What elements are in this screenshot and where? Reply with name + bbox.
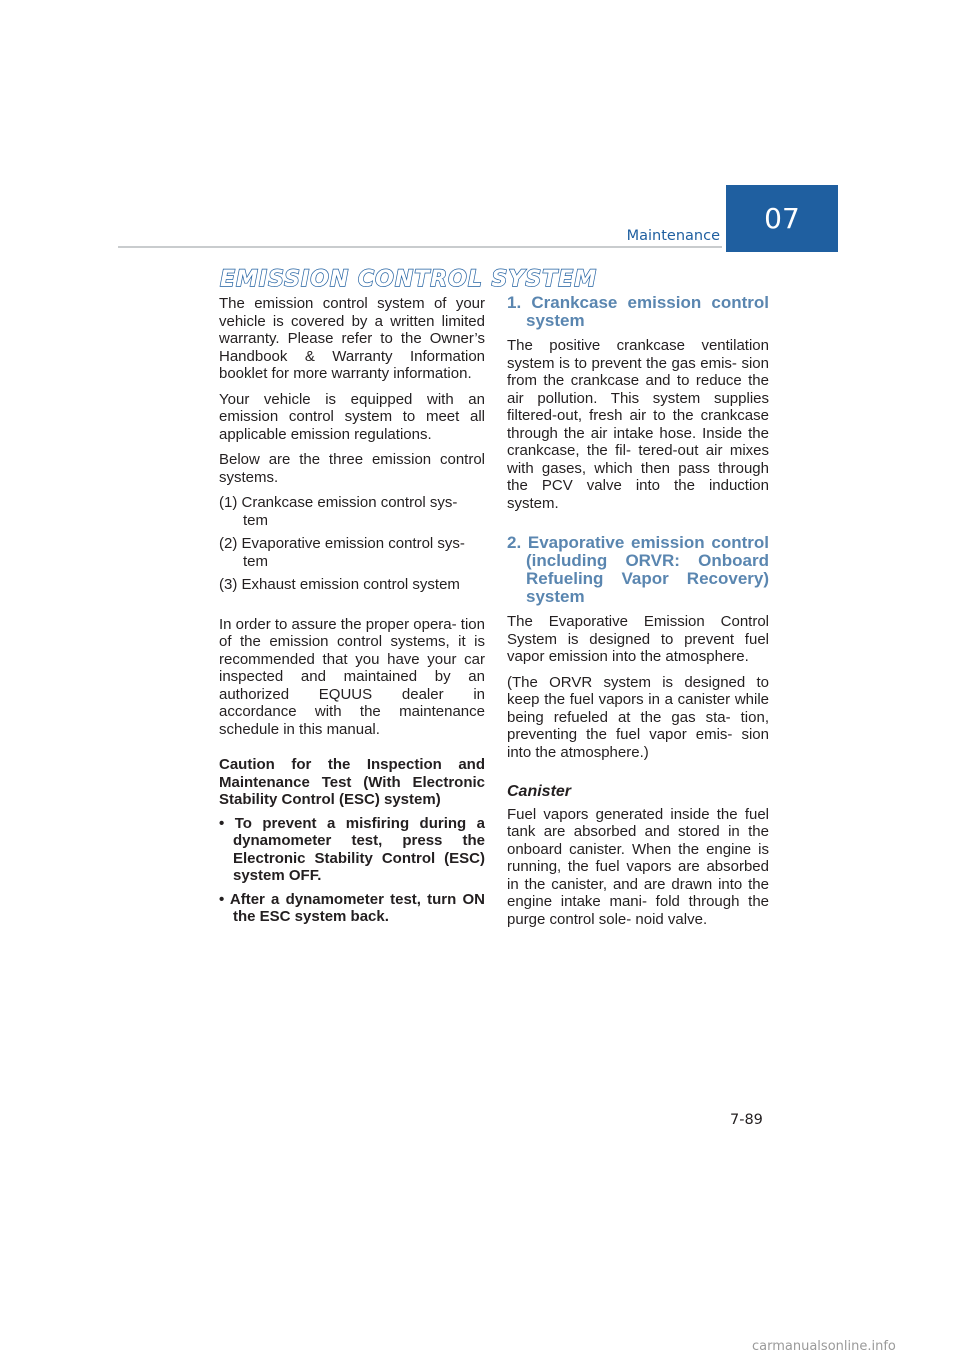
crankcase-paragraph: The positive crankcase ventilation system is to prevent the gas emis- sion from the crankcase and to reduce the air pollution. This system supplies filtered-out, fresh air to the crankcase through the air intake hose. Inside the crankcase, the fil- tered-out air mixes with gases, which then pass through the PCV valve into the induction system.: [507, 337, 769, 512]
inspection-paragraph: In order to assure the proper opera- tion of the emission control systems, it is recommended that you have your car inspected and maintained by an authorized EQUUS dealer in accordance with the maintenance schedule in this manual.: [219, 615, 485, 738]
right-column: [507, 294, 769, 936]
canister-paragraph: Fuel vapors generated inside the fuel tank are absorbed and stored in the onboard canister. When the engine is running, the fuel vapors are absorbed in the canister, and are drawn into the engine intake mani- fold through the purge control sole- noid valve.: [507, 805, 769, 928]
system-list-item: (1) Crankcase emission control sys- tem: [219, 494, 458, 529]
system-list-item: (3) Exhaust emission control system: [219, 576, 460, 593]
intro-paragraph-2: Your vehicle is equipped with an emission control system to meet all applicable emission regulations.: [219, 390, 485, 443]
caution-bullet: • To prevent a misfiring during a dynamometer test, press the Electronic Stability Control (ESC) system OFF.: [219, 814, 485, 884]
canister-heading: Canister: [507, 783, 572, 800]
chapter-number-badge: 07: [726, 185, 838, 252]
evaporative-heading: 2. Evaporative emission control (including ORVR: Onboard Refueling Vapor Recovery) system: [507, 533, 769, 606]
page-number: 7-89: [730, 1112, 763, 1128]
watermark-link[interactable]: carmanualsonline.info: [752, 1339, 896, 1354]
system-list-item: (2) Evaporative emission control sys- tem: [219, 535, 465, 570]
caution-bullet: • After a dynamometer test, turn ON the ESC system back.: [219, 890, 485, 925]
intro-paragraph-3: Below are the three emission control systems.: [219, 451, 485, 486]
caution-title: Caution for the Inspection and Maintenance Test (With Electronic Stability Control (ESC) system): [219, 756, 485, 808]
crankcase-heading: 1. Crankcase emission control system: [507, 293, 769, 330]
chapter-title: Maintenance: [626, 228, 720, 244]
orvr-paragraph: (The ORVR system is designed to keep the fuel vapors in a canister while being refueled at the gas sta- tion, preventing the fuel vapor emis- sion into the atmosphere.): [507, 673, 769, 761]
section-heading: EMISSION CONTROL SYSTEM: [220, 267, 598, 292]
left-column: [219, 295, 485, 932]
evaporative-paragraph: The Evaporative Emission Control System is designed to prevent fuel vapor emission into the atmosphere.: [507, 613, 769, 665]
header-divider: [118, 246, 722, 248]
intro-paragraph-1: The emission control system of your vehicle is covered by a written limited warranty. Please refer to the Owner’s Handbook & Warranty Information booklet for more warranty information.: [219, 295, 485, 382]
